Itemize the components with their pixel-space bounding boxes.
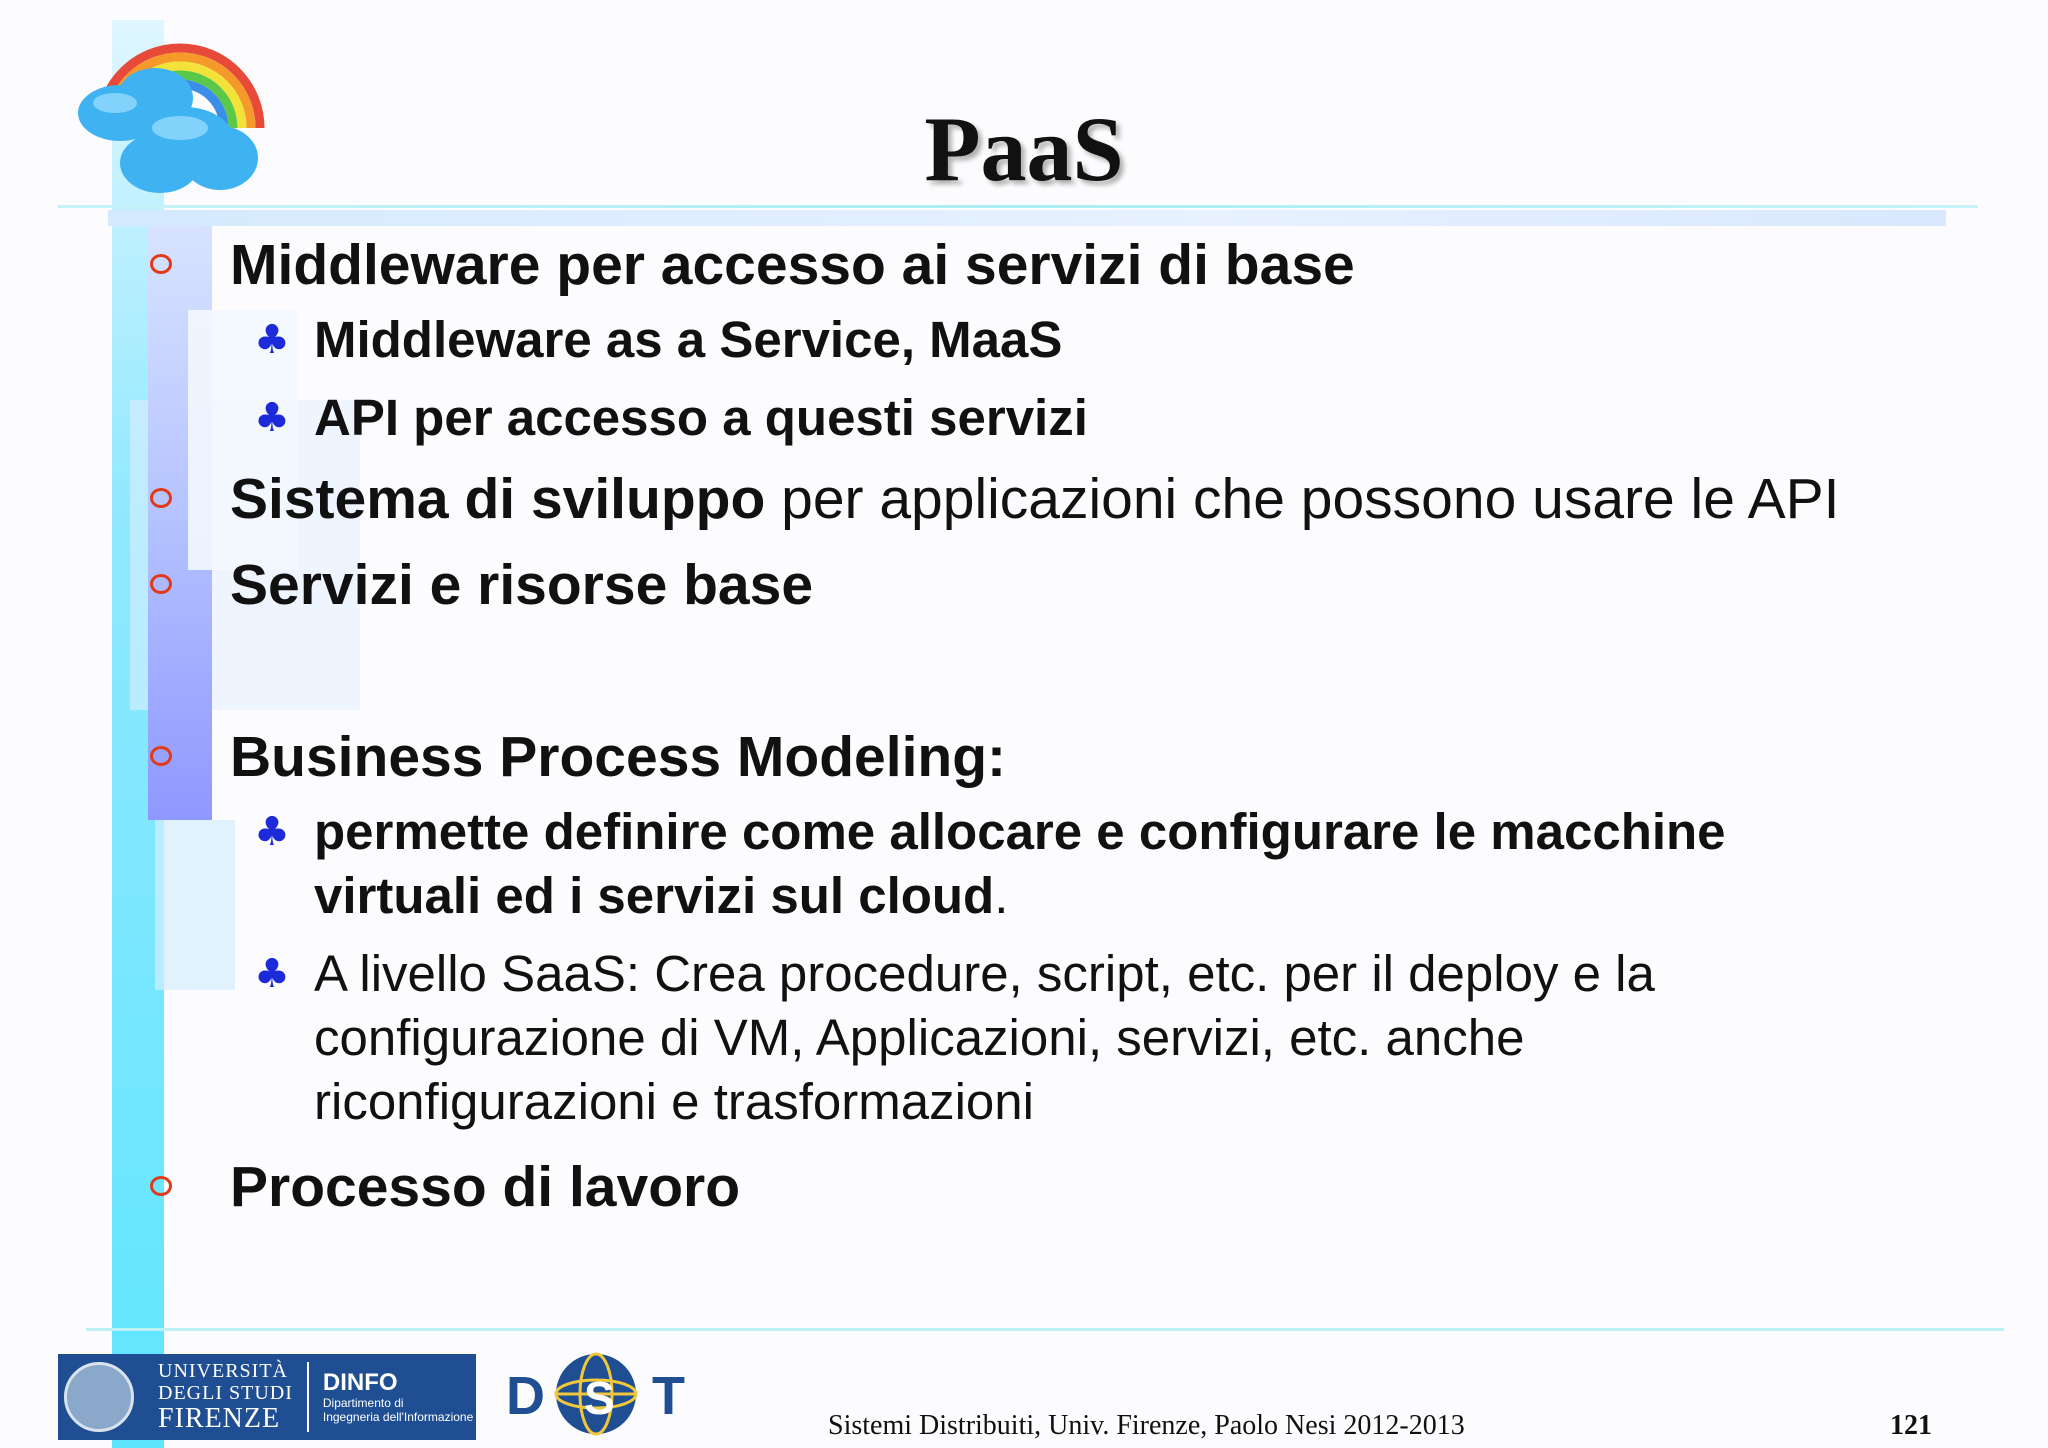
logo-divider (307, 1362, 309, 1432)
bullet-text: Servizi e risorse base (230, 553, 814, 617)
circle-bullet-icon (150, 1176, 172, 1196)
sub-bullet-text-rest: A livello SaaS: Crea procedure, script, etc. per il deploy e la configurazione di VM, Applicazioni, servizi, etc. anche riconfigurazioni e trasformazioni (314, 945, 1655, 1130)
sub-bullet-text: permette definire come allocare e configurare le macchine virtuali ed i servizi sul cloud (314, 803, 1726, 924)
title-underline (58, 205, 1978, 208)
bullet-text: Processo di lavoro (230, 1155, 741, 1219)
sub-bullet-text: Middleware as a Service, MaaS (314, 311, 1063, 368)
circle-bullet-icon (150, 746, 172, 766)
sub-bullet-item (150, 942, 1850, 1134)
university-line: FIRENZE (158, 1403, 281, 1434)
university-seal-icon (64, 1362, 134, 1432)
department-line: Dipartimento di (322, 1396, 404, 1410)
sub-bullet-item (150, 386, 1850, 450)
slide-title: PaaS (924, 98, 1124, 200)
bullet-item (150, 464, 1850, 534)
university-logo (58, 1354, 476, 1440)
circle-bullet-icon (150, 574, 172, 594)
department-line: Ingegneria dell'Informazione (322, 1410, 474, 1424)
svg-text:T: T (652, 1366, 685, 1426)
bullet-text: Sistema di sviluppo (230, 467, 766, 531)
club-icon: ♣ (254, 951, 290, 997)
bullet-text-rest: per applicazioni che possono usare le API (765, 467, 1840, 531)
club-icon: ♣ (254, 395, 290, 441)
bullet-item (150, 230, 1850, 300)
footer-rule (86, 1328, 2004, 1331)
title-underline-band (108, 210, 1946, 226)
footer-caption: Sistemi Distribuiti, Univ. Firenze, Paolo Nesi 2012-2013 (828, 1410, 1465, 1441)
bullet-item (150, 550, 1850, 620)
page-number: 121 (1890, 1410, 1932, 1441)
slide-content (150, 230, 1850, 1222)
university-line: DEGLI STUDI (158, 1382, 293, 1404)
department-title: DINFO (322, 1369, 398, 1396)
sub-bullet-text-rest: . (994, 867, 1009, 924)
circle-bullet-icon (150, 254, 172, 274)
disit-logo (504, 1344, 694, 1438)
club-icon: ♣ (254, 317, 290, 363)
svg-text:S: S (584, 1372, 615, 1424)
sub-bullet-text: API per accesso a questi servizi (314, 389, 1088, 446)
bullet-item (150, 1152, 1850, 1222)
bullet-item (150, 722, 1850, 792)
club-icon: ♣ (254, 809, 290, 855)
circle-bullet-icon (150, 488, 172, 508)
sub-bullet-item (150, 308, 1850, 372)
svg-text:D: D (506, 1366, 545, 1426)
university-name (158, 1360, 293, 1434)
department-name (323, 1370, 473, 1424)
bullet-text: Middleware per accesso ai servizi di base (230, 233, 1355, 297)
bullet-text: Business Process Modeling: (230, 725, 1007, 789)
sub-bullet-item (150, 800, 1850, 928)
university-line: UNIVERSITÀ (158, 1360, 288, 1382)
